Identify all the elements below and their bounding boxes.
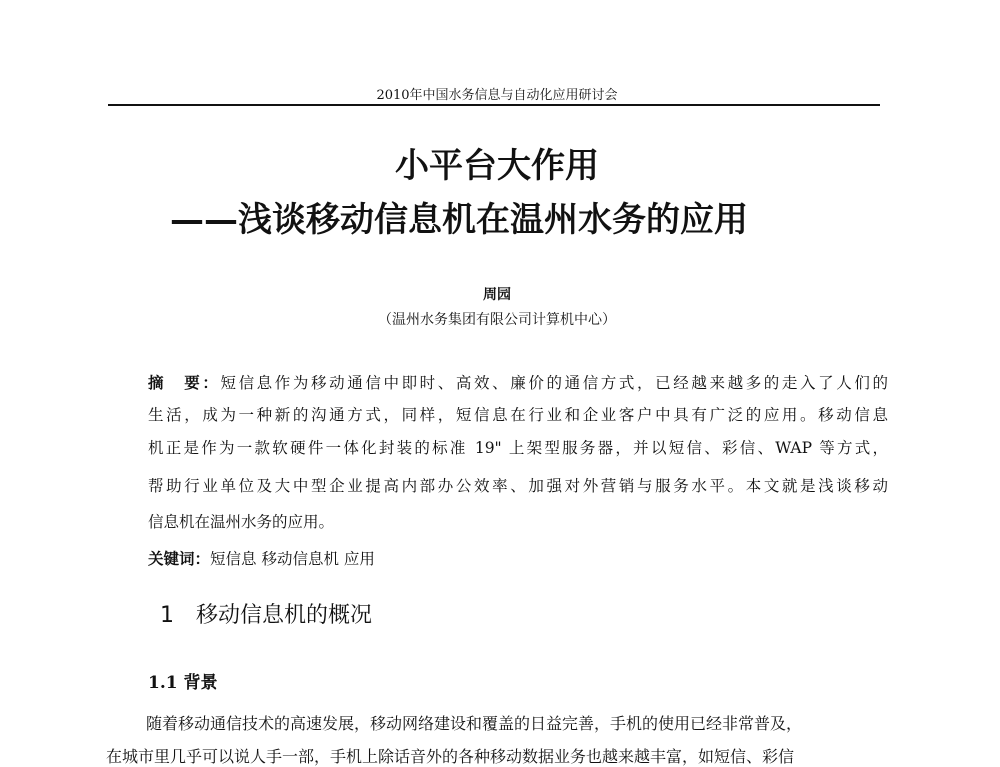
keywords-label: 关键词：: [148, 549, 211, 568]
keywords: [148, 549, 888, 569]
paragraph-line: 在城市里几乎可以说人手一部，手机上除话音外的各种移动数据业务也越来越丰富，如短信、彩信: [106, 747, 795, 766]
affiliation: （温州水务集团有限公司计算机中心）: [378, 312, 616, 328]
abstract-line: 生活，成为一种新的沟通方式，同样，短信息在行业和企业客户中具有广泛的应用。移动信息: [148, 406, 888, 424]
abstract-line: 机正是作为一款软硬件一体化封装的标准 19" 上架型服务器，并以短信、彩信、WAP 等方式，: [148, 439, 888, 457]
keywords-text: 短信息 移动信息机 应用: [210, 550, 375, 568]
paper-subtitle: ——浅谈移动信息机在温州水务的应用: [170, 200, 748, 240]
author: 周园: [483, 287, 511, 303]
abstract-line: 帮助行业单位及大中型企业提高内部办公效率、加强对外营销与服务水平。本文就是浅谈移动: [148, 477, 888, 495]
abstract-line: [148, 373, 888, 393]
abstract-label: 摘 要：: [148, 373, 221, 392]
header-rule: [108, 104, 880, 106]
paper-title: 小平台大作用: [395, 146, 599, 186]
section-title: 移动信息机的概况: [196, 603, 373, 628]
section-number: 1: [160, 603, 174, 628]
abstract-line: 信息机在温州水务的应用。: [148, 513, 335, 531]
subsection-heading: 1.1 背景: [148, 673, 218, 693]
abstract-text: 短信息作为移动通信中即时、高效、廉价的通信方式，已经越来越多的走入了人们的: [220, 374, 888, 392]
paragraph-line: 随着移动通信技术的高速发展，移动网络建设和覆盖的日益完善，手机的使用已经非常普及，: [146, 714, 803, 733]
running-header: 2010年中国水务信息与自动化应用研讨会: [376, 88, 618, 103]
section-heading: [160, 598, 394, 629]
